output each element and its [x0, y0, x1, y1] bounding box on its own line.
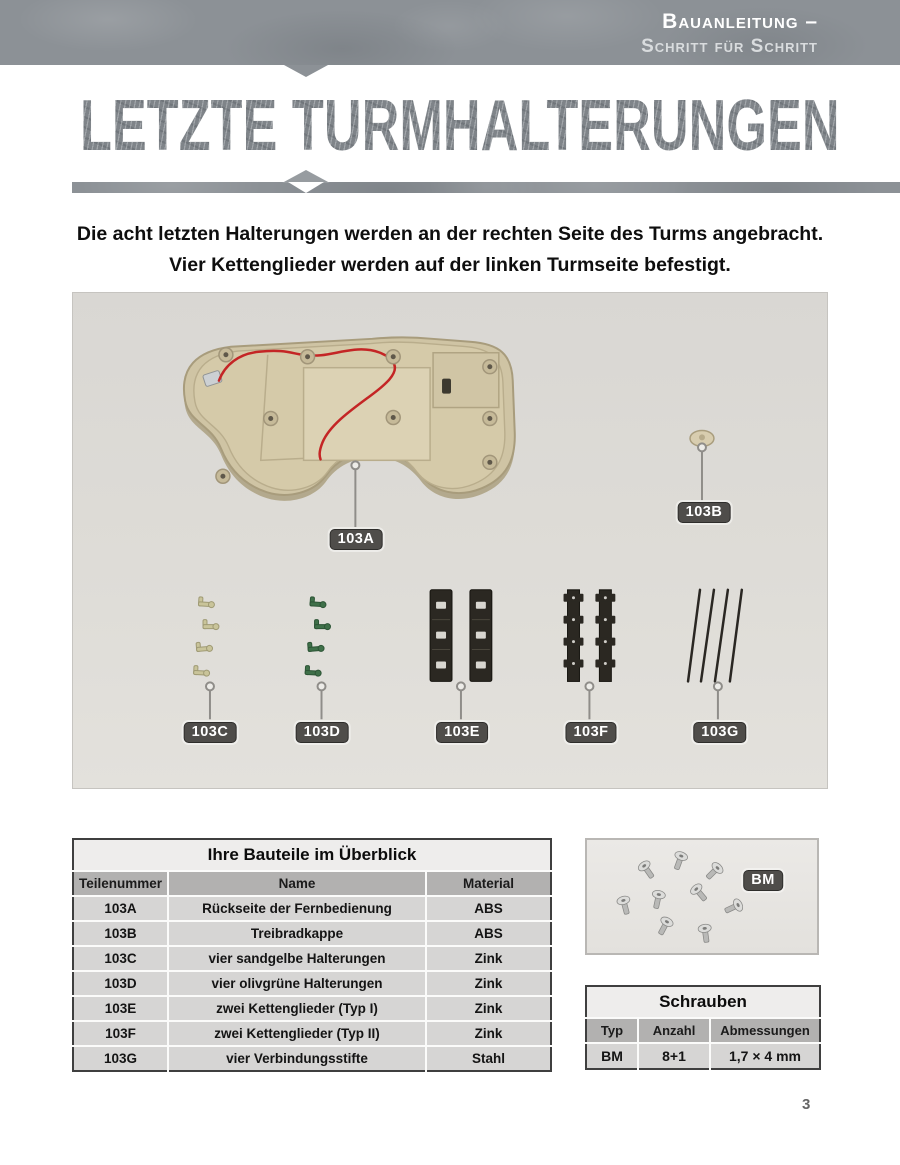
screws-table-title: Schrauben — [586, 986, 820, 1018]
cell-part-name: Rückseite der Fernbedienung — [168, 896, 426, 921]
cell-part-material: Stahl — [426, 1046, 551, 1071]
table-row — [73, 971, 551, 996]
header-text-block — [641, 9, 818, 59]
part-label-103e: 103E — [436, 722, 488, 743]
cell-part-number: 103C — [73, 946, 168, 971]
intro-line-2: Vier Kettenglieder werden auf der linken Turmseite befestigt. — [169, 254, 731, 277]
cell-part-number: 103E — [73, 996, 168, 1021]
page-number: 3 — [802, 1096, 811, 1113]
part-label-103a: 103A — [330, 529, 383, 550]
column-header-abmessungen: Abmessungen — [710, 1018, 820, 1043]
table-header-row — [73, 871, 551, 896]
cell-part-name: zwei Kettenglieder (Typ I) — [168, 996, 426, 1021]
cell-part-material: ABS — [426, 896, 551, 921]
table-row — [73, 1021, 551, 1046]
olive-brackets — [305, 597, 330, 677]
table-row — [73, 946, 551, 971]
cell-part-material: Zink — [426, 1021, 551, 1046]
track-links-type2 — [564, 590, 616, 682]
column-header-name: Name — [168, 871, 426, 896]
part-label-103d: 103D — [296, 722, 349, 743]
part-label-103c: 103C — [184, 722, 237, 743]
cell-part-number: 103B — [73, 921, 168, 946]
column-header-material: Material — [426, 871, 551, 896]
screw-label-bm: BM — [743, 870, 783, 891]
screws-table — [585, 985, 821, 1070]
cell-part-material: Zink — [426, 996, 551, 1021]
table-title-row — [586, 986, 820, 1018]
divider-bar — [72, 182, 900, 193]
cell-part-number: 103D — [73, 971, 168, 996]
header-series-subtitle: Schritt für Schritt — [641, 36, 818, 58]
parts-overview-table — [72, 838, 552, 1072]
intro-line-1: Die acht letzten Halterungen werden an der rechten Seite des Turms angebracht. — [76, 223, 824, 245]
cell-screw-type: BM — [586, 1043, 638, 1069]
cell-part-material: Zink — [426, 946, 551, 971]
cell-part-name: vier Verbindungsstifte — [168, 1046, 426, 1071]
table-row — [586, 1043, 820, 1069]
column-header-anzahl: Anzahl — [638, 1018, 710, 1043]
table-header-row — [586, 1018, 820, 1043]
switch-slot — [442, 379, 451, 394]
cell-screw-dimensions: 1,7 × 4 mm — [710, 1043, 820, 1069]
cell-part-material: ABS — [426, 921, 551, 946]
band-chevron-decoration — [284, 65, 328, 77]
cell-part-name: vier sandgelbe Halterungen — [168, 946, 426, 971]
header-band — [0, 0, 900, 65]
cell-part-name: Treibradkappe — [168, 921, 426, 946]
table-row — [73, 921, 551, 946]
cell-part-name: zwei Kettenglieder (Typ II) — [168, 1021, 426, 1046]
table-row — [73, 896, 551, 921]
cell-part-number: 103F — [73, 1021, 168, 1046]
parts-table-title: Ihre Bauteile im Überblick — [73, 839, 551, 871]
table-title-row — [73, 839, 551, 871]
remote-back-shell — [184, 337, 515, 495]
table-row — [73, 1046, 551, 1071]
cell-part-name: vier olivgrüne Halterungen — [168, 971, 426, 996]
part-label-103b: 103B — [678, 502, 731, 523]
cell-part-number: 103G — [73, 1046, 168, 1071]
screws-illustration — [587, 840, 817, 953]
sand-brackets — [194, 597, 219, 677]
cell-screw-count: 8+1 — [638, 1043, 710, 1069]
part-label-103f: 103F — [565, 722, 616, 743]
table-row — [73, 996, 551, 1021]
cell-part-number: 103A — [73, 896, 168, 921]
part-label-103g: 103G — [693, 722, 746, 743]
divider-chevron-notch — [288, 182, 324, 193]
parts-photo — [72, 292, 828, 789]
connecting-pins — [688, 590, 742, 682]
column-header-typ: Typ — [586, 1018, 638, 1043]
header-series-title: Bauanleitung – — [662, 10, 818, 33]
page-title: LETZTE TURMHALTERUNGEN — [80, 85, 840, 167]
screws-photo — [585, 838, 819, 955]
track-links-type1 — [430, 590, 492, 682]
intro-text — [50, 219, 850, 281]
cell-part-material: Zink — [426, 971, 551, 996]
column-header-teilenummer: Teilenummer — [73, 871, 168, 896]
parts-illustration — [73, 293, 827, 788]
